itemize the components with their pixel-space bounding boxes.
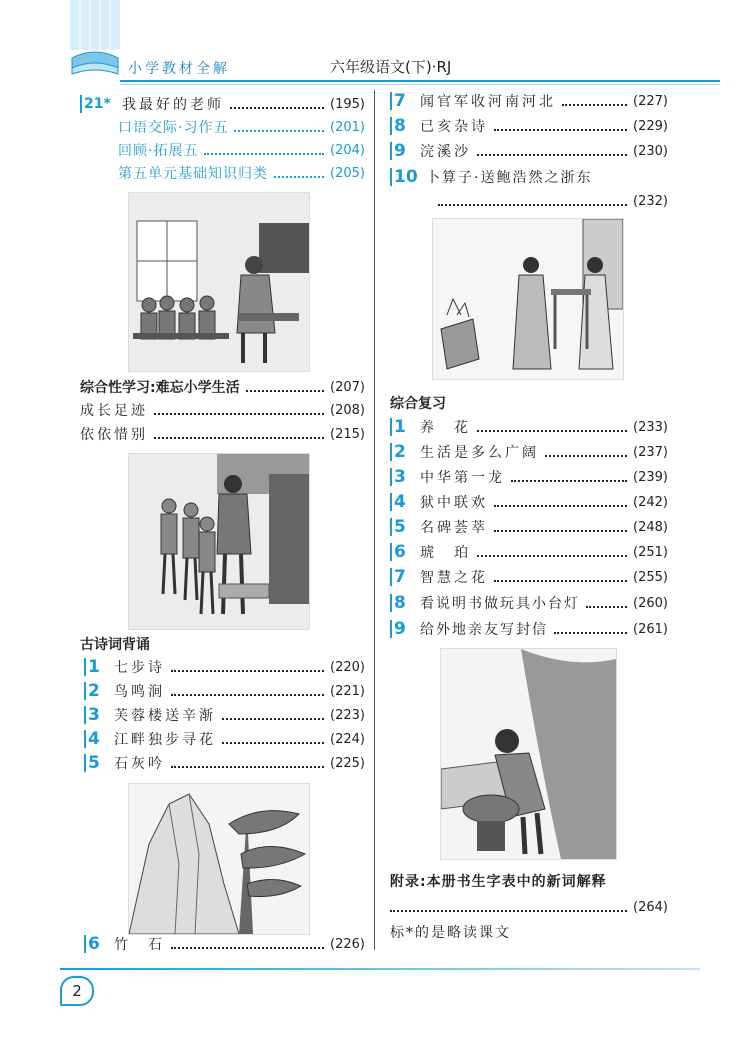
toc-title: 依依惜别 bbox=[80, 427, 148, 443]
classroom-illustration bbox=[128, 192, 310, 372]
footnote: 标*的是略读课文 bbox=[390, 925, 511, 941]
ancient-figures-illustration bbox=[432, 218, 624, 380]
dot-leader bbox=[222, 718, 324, 720]
dot-leader bbox=[230, 107, 324, 109]
flower-man-illustration bbox=[440, 648, 617, 860]
toc-number: 5 bbox=[84, 754, 104, 772]
toc-row-fuxi-7[interactable] bbox=[390, 566, 668, 588]
toc-page: (239) bbox=[633, 469, 668, 485]
toc-row-gushici-6[interactable] bbox=[84, 933, 365, 955]
toc-page: (207) bbox=[330, 379, 365, 395]
toc-row-jichu[interactable] bbox=[112, 162, 365, 184]
toc-row-fuxi-4[interactable] bbox=[390, 491, 668, 513]
toc-title: 狱中联欢 bbox=[420, 495, 488, 511]
toc-title: 七步诗 bbox=[114, 660, 165, 676]
toc-number: 9 bbox=[390, 620, 410, 638]
toc-page: (251) bbox=[633, 544, 668, 560]
toc-row-right-10[interactable] bbox=[390, 166, 668, 188]
toc-page: (208) bbox=[330, 402, 365, 418]
toc-row-huigu[interactable] bbox=[112, 139, 365, 161]
toc-title: 口语交际·习作五 bbox=[118, 120, 229, 136]
section-title: 综合性学习:难忘小学生活 bbox=[80, 380, 240, 396]
dot-leader bbox=[171, 670, 324, 672]
dot-leader bbox=[511, 480, 627, 482]
toc-title: 闻官军收河南河北 bbox=[420, 94, 556, 110]
dot-leader bbox=[154, 413, 324, 415]
dot-leader bbox=[171, 694, 324, 696]
dot-leader bbox=[274, 176, 324, 178]
toc-title: 中华第一龙 bbox=[420, 470, 505, 486]
toc-row-chengzhang[interactable] bbox=[80, 399, 365, 421]
toc-title: 卜算子·送鲍浩然之浙东 bbox=[426, 170, 593, 186]
toc-title: 竹 石 bbox=[114, 937, 165, 953]
toc-page: (224) bbox=[330, 731, 365, 747]
toc-number: 2 bbox=[84, 682, 104, 700]
toc-number: 1 bbox=[84, 658, 104, 676]
section-title-fuxi: 综合复习 bbox=[390, 396, 446, 412]
toc-row-appendix-page[interactable] bbox=[390, 896, 668, 918]
toc-page: (248) bbox=[633, 519, 668, 535]
book-grade: 六年级语文(下)·RJ bbox=[330, 58, 452, 76]
toc-number: 10 bbox=[390, 168, 416, 186]
toc-title: 鸟鸣涧 bbox=[114, 684, 165, 700]
toc-row-gushici-4[interactable] bbox=[84, 728, 365, 750]
toc-page: (221) bbox=[330, 683, 365, 699]
toc-number: 9 bbox=[390, 142, 410, 160]
toc-row-fuxi-1[interactable] bbox=[390, 416, 668, 438]
toc-row-21[interactable] bbox=[80, 93, 365, 115]
toc-title: 江畔独步寻花 bbox=[114, 732, 216, 748]
toc-row-right-8[interactable] bbox=[390, 115, 668, 137]
toc-page: (205) bbox=[330, 165, 365, 181]
dot-leader bbox=[477, 154, 627, 156]
logo-books-icon bbox=[66, 0, 124, 80]
toc-row-fuxi-5[interactable] bbox=[390, 516, 668, 538]
mountain-illustration bbox=[128, 783, 310, 935]
toc-row-fuxi-6[interactable] bbox=[390, 541, 668, 563]
toc-page: (195) bbox=[330, 96, 365, 112]
dot-leader bbox=[390, 910, 627, 912]
dot-leader bbox=[438, 204, 627, 206]
toc-number: 8 bbox=[390, 594, 410, 612]
toc-title: 智慧之花 bbox=[420, 570, 488, 586]
dot-leader bbox=[494, 530, 627, 532]
toc-row-fuxi-9[interactable] bbox=[390, 618, 668, 640]
dot-leader bbox=[234, 130, 324, 132]
toc-row-fuxi-8[interactable] bbox=[390, 592, 668, 614]
toc-page: (229) bbox=[633, 118, 668, 134]
toc-number: 3 bbox=[84, 706, 104, 724]
dot-leader bbox=[222, 742, 324, 744]
toc-page: (230) bbox=[633, 143, 668, 159]
toc-title: 给外地亲友写封信 bbox=[420, 622, 548, 638]
toc-number: 7 bbox=[390, 92, 410, 110]
dot-leader bbox=[204, 153, 324, 155]
toc-number: 6 bbox=[84, 935, 104, 953]
toc-row-kouyu[interactable] bbox=[112, 116, 365, 138]
dot-leader bbox=[494, 505, 627, 507]
toc-page: (220) bbox=[330, 659, 365, 675]
toc-number: 21* bbox=[80, 95, 112, 113]
toc-row-zonghexing[interactable] bbox=[80, 376, 365, 398]
toc-number: 7 bbox=[390, 568, 410, 586]
toc-title: 浣溪沙 bbox=[420, 144, 471, 160]
section-title-gushici: 古诗词背诵 bbox=[80, 637, 150, 653]
toc-number: 4 bbox=[84, 730, 104, 748]
toc-page: (223) bbox=[330, 707, 365, 723]
toc-title: 已亥杂诗 bbox=[420, 119, 488, 135]
toc-row-gushici-2[interactable] bbox=[84, 680, 365, 702]
toc-page: (215) bbox=[330, 426, 365, 442]
dot-leader bbox=[562, 104, 627, 106]
dot-leader bbox=[586, 606, 627, 608]
toc-number: 2 bbox=[390, 443, 410, 461]
dot-leader bbox=[477, 430, 627, 432]
toc-row-right-10-page[interactable] bbox=[438, 190, 668, 212]
toc-number: 4 bbox=[390, 493, 410, 511]
dot-leader bbox=[554, 632, 627, 634]
dot-leader bbox=[171, 766, 324, 768]
toc-page: (225) bbox=[330, 755, 365, 771]
header-rule bbox=[120, 80, 720, 82]
appendix-title: 附录:本册书生字表中的新词解释 bbox=[390, 874, 607, 890]
dot-leader bbox=[171, 947, 324, 949]
toc-page: (227) bbox=[633, 93, 668, 109]
brand-title: 小学教材全解 bbox=[128, 61, 230, 77]
dot-leader bbox=[545, 455, 627, 457]
toc-title: 石灰吟 bbox=[114, 756, 165, 772]
toc-page: (264) bbox=[633, 899, 668, 915]
toc-title: 名碑荟萃 bbox=[420, 520, 488, 536]
toc-page: (237) bbox=[633, 444, 668, 460]
toc-title: 芙蓉楼送辛渐 bbox=[114, 708, 216, 724]
toc-number: 8 bbox=[390, 117, 410, 135]
toc-page: (226) bbox=[330, 936, 365, 952]
toc-title: 看说明书做玩具小台灯 bbox=[420, 596, 580, 612]
toc-row-fuxi-2[interactable] bbox=[390, 441, 668, 463]
dot-leader bbox=[154, 437, 324, 439]
toc-page: (242) bbox=[633, 494, 668, 510]
toc-row-gushici-1[interactable] bbox=[84, 656, 365, 678]
toc-number: 3 bbox=[390, 468, 410, 486]
toc-page: (255) bbox=[633, 569, 668, 585]
column-divider bbox=[374, 90, 375, 950]
toc-page: (233) bbox=[633, 419, 668, 435]
toc-row-fuxi-3[interactable] bbox=[390, 466, 668, 488]
toc-title: 我最好的老师 bbox=[122, 97, 224, 113]
toc-title: 生活是多么广阔 bbox=[420, 445, 539, 461]
toc-title: 成长足迹 bbox=[80, 403, 148, 419]
toc-page: (201) bbox=[330, 119, 365, 135]
toc-page: (232) bbox=[633, 193, 668, 209]
toc-row-right-9[interactable] bbox=[390, 140, 668, 162]
toc-number: 1 bbox=[390, 418, 410, 436]
header-rule-thin bbox=[120, 84, 720, 85]
dot-leader bbox=[494, 580, 627, 582]
toc-row-gushici-3[interactable] bbox=[84, 704, 365, 726]
toc-page: (261) bbox=[633, 621, 668, 637]
toc-page: (204) bbox=[330, 142, 365, 158]
toc-row-yiyi[interactable] bbox=[80, 423, 365, 445]
footer-rule bbox=[60, 968, 700, 970]
toc-row-gushici-5[interactable] bbox=[84, 752, 365, 774]
toc-page: (260) bbox=[633, 595, 668, 611]
farewell-illustration bbox=[128, 453, 310, 630]
toc-number: 5 bbox=[390, 518, 410, 536]
toc-title: 回顾·拓展五 bbox=[118, 143, 199, 159]
toc-row-right-7[interactable] bbox=[390, 90, 668, 112]
dot-leader bbox=[246, 390, 324, 392]
toc-title: 第五单元基础知识归类 bbox=[118, 166, 268, 182]
toc-title: 养 花 bbox=[420, 420, 471, 436]
toc-number: 6 bbox=[390, 543, 410, 561]
page-number: 2 bbox=[60, 976, 94, 1006]
toc-row-appendix[interactable] bbox=[390, 870, 668, 892]
toc-title: 琥 珀 bbox=[420, 545, 471, 561]
dot-leader bbox=[494, 129, 627, 131]
dot-leader bbox=[477, 555, 627, 557]
